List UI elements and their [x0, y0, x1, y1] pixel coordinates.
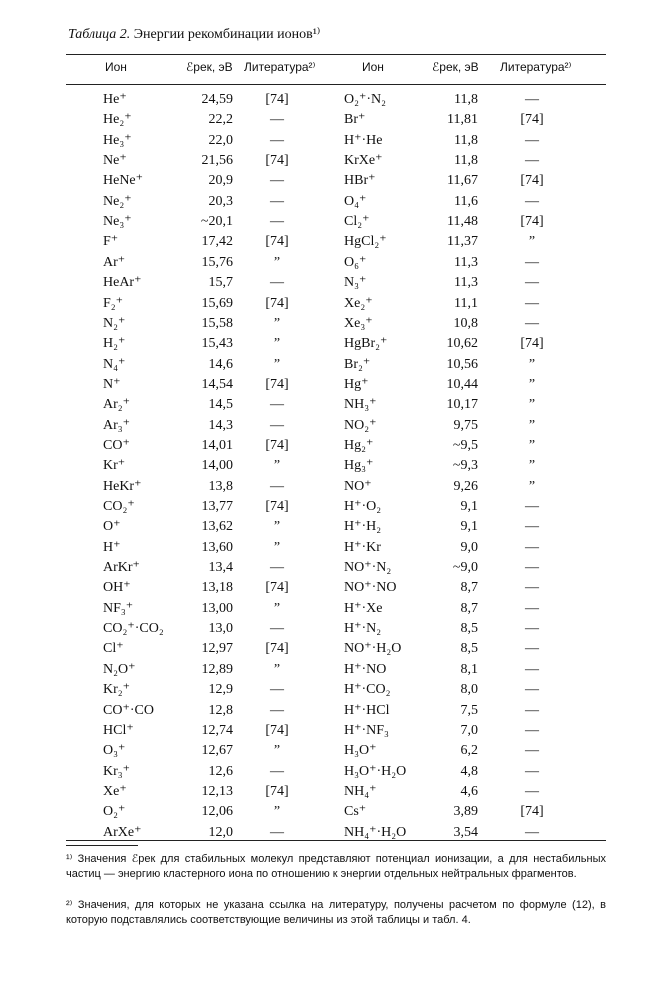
table-row [0, 599, 654, 620]
energy-cell: 24,59 [201, 92, 233, 107]
ion-cell: Cl⁺ [103, 641, 124, 657]
energy-cell: 9,1 [460, 499, 478, 514]
reference-cell: ” [528, 376, 536, 392]
reference-cell: — [270, 621, 284, 637]
ion-cell: O₂⁺ [103, 804, 126, 820]
energy-cell: 3,54 [453, 824, 478, 840]
reference-cell: — [525, 600, 539, 616]
energy-cell: 12,06 [201, 804, 233, 820]
energy-cell: 11,8 [454, 153, 478, 169]
reference-cell: — [270, 112, 284, 128]
reference-cell: ” [273, 539, 281, 555]
table-row [0, 741, 654, 762]
reference-cell: — [525, 499, 539, 514]
reference-cell: [74] [520, 804, 544, 820]
reference-cell: — [270, 397, 284, 413]
reference-cell: [74] [520, 336, 544, 352]
reference-cell: — [525, 682, 539, 698]
table-row [0, 131, 654, 152]
energy-cell: 9,1 [460, 519, 478, 535]
reference-cell: — [525, 702, 539, 718]
ion-cell: CO⁺·CO [103, 702, 154, 718]
reference-cell: ” [273, 519, 281, 535]
energy-cell: 17,42 [201, 234, 233, 250]
ion-cell: HgBr₂⁺ [344, 336, 388, 352]
footnote-2: ²⁾ Значения, для которых не указана ссылка на литературу, получены расчетом по формуле (12), в которую подставлялись соответствующие величины из этой таблицы и табл. 4. [66, 899, 606, 926]
ion-cell: H⁺·CO₂ [344, 682, 391, 698]
ion-cell: KrXe⁺ [344, 153, 383, 169]
energy-cell: 10,8 [453, 315, 478, 331]
energy-cell: 12,0 [208, 824, 233, 840]
energy-cell: 11,37 [447, 234, 478, 250]
ion-cell: He₃⁺ [103, 132, 132, 148]
energy-cell: 8,0 [460, 682, 478, 698]
ion-cell: H⁺·HCl [344, 702, 390, 718]
top-rule [66, 54, 606, 55]
reference-cell: [74] [265, 722, 289, 738]
ion-cell: H⁺ [103, 539, 121, 555]
ion-cell: Kr₂⁺ [103, 682, 131, 698]
table-row [0, 660, 654, 681]
reference-cell: — [525, 275, 539, 291]
energy-cell: 8,1 [460, 661, 478, 677]
energy-cell: ~9,0 [452, 560, 478, 576]
reference-cell: — [525, 254, 539, 270]
footnote-rule [66, 845, 138, 846]
energy-cell: 15,58 [201, 315, 233, 331]
ion-cell: Hg⁺ [344, 376, 369, 392]
energy-cell: 13,00 [201, 600, 233, 616]
reference-cell: ” [273, 804, 281, 820]
energy-cell: 12,8 [208, 702, 233, 718]
reference-cell: — [525, 783, 539, 799]
reference-cell: [74] [265, 499, 289, 514]
energy-cell: 13,62 [201, 519, 233, 535]
energy-cell: 14,01 [201, 437, 233, 453]
energy-cell: 12,9 [208, 682, 233, 698]
ion-cell: Ar₃⁺ [103, 417, 131, 433]
ion-cell: HgCl₂⁺ [344, 234, 387, 250]
table-row [0, 375, 654, 396]
table-row [0, 334, 654, 355]
reference-cell: — [525, 743, 539, 759]
energy-cell: 10,62 [446, 336, 478, 352]
table-row [0, 253, 654, 274]
table-row [0, 314, 654, 335]
reference-cell: ” [528, 437, 536, 453]
ion-cell: O⁺ [103, 519, 121, 535]
energy-cell: 11,3 [454, 275, 478, 291]
ion-cell: Br⁺ [344, 112, 366, 128]
ion-cell: N₂⁺ [103, 315, 126, 331]
reference-cell: — [270, 478, 284, 494]
energy-cell: 8,5 [460, 621, 478, 637]
reference-cell: ” [273, 254, 281, 270]
energy-cell: 4,6 [460, 783, 478, 799]
reference-cell: [74] [520, 214, 544, 230]
reference-cell: — [525, 560, 539, 576]
ion-cell: Xe₃⁺ [344, 315, 373, 331]
energy-cell: 10,44 [446, 376, 478, 392]
energy-cell: 12,74 [201, 722, 233, 738]
reference-cell: ” [528, 356, 536, 372]
energy-cell: 6,2 [460, 743, 478, 759]
reference-cell: ” [273, 315, 281, 331]
table-row [0, 456, 654, 477]
ion-cell: Xe⁺ [103, 783, 127, 799]
energy-cell: 11,67 [447, 173, 478, 189]
ion-cell: NH₃⁺ [344, 397, 377, 413]
ion-cell: H⁺·NO [344, 661, 387, 677]
table-row [0, 355, 654, 376]
energy-cell: 3,89 [453, 804, 478, 820]
reference-cell: — [525, 621, 539, 637]
ion-cell: NH₄⁺·H₂O [344, 824, 407, 840]
header-literature-left: Литература²⁾ [244, 60, 316, 74]
header-ion-left: Ион [105, 60, 127, 74]
energy-cell: 12,6 [208, 763, 233, 779]
reference-cell: [74] [265, 437, 289, 453]
reference-cell: ” [273, 336, 281, 352]
table-row [0, 578, 654, 599]
reference-cell: — [525, 641, 539, 657]
ion-cell: H⁺·Kr [344, 539, 381, 555]
energy-cell: 7,5 [460, 702, 478, 718]
table-row [0, 680, 654, 701]
energy-cell: ~9,3 [452, 458, 478, 474]
footnote-1: ¹⁾ Значения ℰрек для стабильных молекул представляют потенциал ионизации, а для нестабильных частиц — энергию кластерного иона по отношению к энергии отдельных нейтральных фрагментов. [66, 853, 606, 880]
reference-cell: — [525, 722, 539, 738]
ion-cell: H⁺·O₂ [344, 499, 382, 514]
ion-cell: F⁺ [103, 234, 119, 250]
table-row [0, 90, 654, 111]
ion-cell: O₃⁺ [103, 743, 126, 759]
reference-cell: — [525, 661, 539, 677]
table-row [0, 619, 654, 640]
bottom-rule [66, 840, 606, 841]
energy-cell: 12,13 [201, 783, 233, 799]
energy-cell: 10,17 [446, 397, 478, 413]
reference-cell: — [270, 560, 284, 576]
ion-cell: H₃O⁺ [344, 743, 377, 759]
reference-cell: [74] [265, 783, 289, 799]
reference-cell: ” [528, 397, 536, 413]
table-row [0, 762, 654, 783]
energy-cell: 8,7 [460, 580, 478, 596]
reference-cell: [74] [265, 92, 289, 107]
energy-cell: 7,0 [460, 722, 478, 738]
reference-cell: — [525, 824, 539, 840]
table-row [0, 212, 654, 233]
table-row [0, 701, 654, 722]
energy-cell: 12,97 [201, 641, 233, 657]
energy-cell: 14,6 [208, 356, 233, 372]
reference-cell: — [525, 539, 539, 555]
ion-cell: NO⁺ [344, 478, 372, 494]
ion-cell: Ar⁺ [103, 254, 126, 270]
table-row [0, 395, 654, 416]
table-row [0, 802, 654, 823]
ion-cell: CO₂⁺ [103, 499, 135, 514]
ion-cell: Kr⁺ [103, 458, 126, 474]
header-energy-right: ℰрек, эВ [432, 60, 479, 74]
table-row [0, 538, 654, 559]
energy-cell: 11,81 [447, 112, 478, 128]
caption-label: Таблица 2. [68, 27, 131, 42]
ion-cell: HBr⁺ [344, 173, 376, 189]
energy-cell: 22,2 [208, 112, 233, 128]
reference-cell: ” [528, 234, 536, 250]
reference-cell: ” [273, 743, 281, 759]
reference-cell: — [270, 763, 284, 779]
table-row [0, 171, 654, 192]
reference-cell: [74] [520, 112, 544, 128]
reference-cell: — [270, 702, 284, 718]
reference-cell: — [525, 92, 539, 107]
reference-cell: — [525, 132, 539, 148]
ion-cell: NO⁺·N₂ [344, 560, 392, 576]
reference-cell: — [525, 153, 539, 169]
reference-cell: — [525, 295, 539, 311]
energy-cell: 20,9 [208, 173, 233, 189]
reference-cell: [74] [265, 641, 289, 657]
table-row [0, 232, 654, 253]
energy-cell: 14,5 [208, 397, 233, 413]
reference-cell: ” [273, 600, 281, 616]
ion-cell: Cl₂⁺ [344, 214, 370, 230]
energy-cell: 14,3 [208, 417, 233, 433]
ion-cell: ArXe⁺ [103, 824, 142, 840]
reference-cell: — [270, 417, 284, 433]
caption-title: Энергии рекомбинации ионов¹⁾ [133, 27, 321, 42]
reference-cell: — [270, 193, 284, 209]
energy-cell: 13,18 [201, 580, 233, 596]
energy-cell: 11,3 [454, 254, 478, 270]
ion-cell: Ne₃⁺ [103, 214, 132, 230]
energy-cell: 9,0 [460, 539, 478, 555]
ion-cell: H₃O⁺·H₂O [344, 763, 407, 779]
table-row [0, 558, 654, 579]
table-row [0, 436, 654, 457]
ion-cell: H₂⁺ [103, 336, 126, 352]
header-literature-right: Литература²⁾ [500, 60, 572, 74]
reference-cell: — [270, 132, 284, 148]
energy-cell: 10,56 [446, 356, 478, 372]
reference-cell: ” [528, 458, 536, 474]
ion-cell: HeNe⁺ [103, 173, 144, 189]
ion-cell: He₂⁺ [103, 112, 132, 128]
table-row [0, 192, 654, 213]
table-row [0, 273, 654, 294]
header-energy-left: ℰрек, эВ [186, 60, 233, 74]
ion-cell: Xe₂⁺ [344, 295, 373, 311]
energy-cell: 13,4 [208, 560, 233, 576]
table-row [0, 782, 654, 803]
table-row [0, 110, 654, 131]
energy-cell: 13,0 [208, 621, 233, 637]
ion-cell: HeKr⁺ [103, 478, 142, 494]
energy-cell: 21,56 [201, 153, 233, 169]
reference-cell: ” [273, 458, 281, 474]
energy-cell: 20,3 [208, 193, 233, 209]
reference-cell: — [525, 193, 539, 209]
reference-cell: [74] [520, 173, 544, 189]
ion-cell: HCl⁺ [103, 722, 134, 738]
ion-cell: CO⁺ [103, 437, 130, 453]
energy-cell: 14,54 [201, 376, 233, 392]
ion-cell: N₄⁺ [103, 356, 126, 372]
energy-cell: 11,8 [454, 92, 478, 107]
energy-cell: 14,00 [201, 458, 233, 474]
table-row [0, 721, 654, 742]
ion-cell: Hg₃⁺ [344, 458, 374, 474]
reference-cell: — [525, 519, 539, 535]
energy-cell: 9,26 [453, 478, 478, 494]
ion-cell: Kr₃⁺ [103, 763, 131, 779]
table-row [0, 497, 654, 518]
reference-cell: ” [528, 478, 536, 494]
energy-cell: 13,77 [201, 499, 233, 514]
reference-cell: [74] [265, 376, 289, 392]
energy-cell: 11,6 [454, 193, 478, 209]
table-row [0, 416, 654, 437]
reference-cell: [74] [265, 234, 289, 250]
table-row [0, 517, 654, 538]
ion-cell: O₆⁺ [344, 254, 367, 270]
reference-cell: [74] [265, 295, 289, 311]
ion-cell: Hg₂⁺ [344, 437, 374, 453]
header-rule [66, 84, 606, 85]
energy-cell: 15,76 [201, 254, 233, 270]
reference-cell: [74] [265, 153, 289, 169]
ion-cell: N₃⁺ [344, 275, 367, 291]
energy-cell: 4,8 [460, 763, 478, 779]
ion-cell: Br₂⁺ [344, 356, 371, 372]
energy-cell: 11,1 [454, 295, 478, 311]
ion-cell: O₂⁺·N₂ [344, 92, 387, 107]
table-row [0, 151, 654, 172]
energy-cell: 13,8 [208, 478, 233, 494]
reference-cell: — [270, 275, 284, 291]
header-ion-right: Ион [362, 60, 384, 74]
ion-cell: NO₂⁺ [344, 417, 377, 433]
energy-cell: 11,48 [447, 214, 478, 230]
reference-cell: ” [528, 417, 536, 433]
ion-cell: H⁺·NF₃ [344, 722, 389, 738]
reference-cell: [74] [265, 580, 289, 596]
ion-cell: N₂O⁺ [103, 661, 136, 677]
reference-cell: ” [273, 356, 281, 372]
ion-cell: NF₃⁺ [103, 600, 134, 616]
energy-cell: 15,7 [208, 275, 233, 291]
energy-cell: ~9,5 [452, 437, 478, 453]
energy-cell: 22,0 [208, 132, 233, 148]
reference-cell: — [270, 214, 284, 230]
ion-cell: ArKr⁺ [103, 560, 140, 576]
energy-cell: 8,7 [460, 600, 478, 616]
ion-cell: N⁺ [103, 376, 121, 392]
energy-cell: 12,67 [201, 743, 233, 759]
energy-cell: 11,8 [454, 132, 478, 148]
table-row [0, 639, 654, 660]
ion-cell: Ne⁺ [103, 153, 127, 169]
ion-cell: O₄⁺ [344, 193, 367, 209]
ion-cell: Cs⁺ [344, 804, 367, 820]
energy-cell: 13,60 [201, 539, 233, 555]
energy-cell: 12,89 [201, 661, 233, 677]
reference-cell: — [525, 763, 539, 779]
ion-cell: H⁺·Xe [344, 600, 383, 616]
reference-cell: ” [273, 661, 281, 677]
reference-cell: — [270, 173, 284, 189]
table-caption [68, 26, 320, 43]
ion-cell: NO⁺·NO [344, 580, 397, 596]
energy-cell: 15,69 [201, 295, 233, 311]
ion-cell: H⁺·H₂ [344, 519, 382, 535]
ion-cell: CO₂⁺·CO₂ [103, 621, 164, 637]
ion-cell: Ne₂⁺ [103, 193, 132, 209]
energy-cell: 15,43 [201, 336, 233, 352]
ion-cell: H⁺·N₂ [344, 621, 382, 637]
energy-cell: ~20,1 [200, 214, 233, 230]
energy-cell: 8,5 [460, 641, 478, 657]
reference-cell: — [270, 824, 284, 840]
ion-cell: OH⁺ [103, 580, 131, 596]
table-row [0, 294, 654, 315]
table-row [0, 477, 654, 498]
ion-cell: NO⁺·H₂O [344, 641, 402, 657]
energy-cell: 9,75 [453, 417, 478, 433]
reference-cell: — [525, 315, 539, 331]
reference-cell: — [525, 580, 539, 596]
ion-cell: Ar₂⁺ [103, 397, 131, 413]
ion-cell: HeAr⁺ [103, 275, 142, 291]
ion-cell: F₂⁺ [103, 295, 124, 311]
reference-cell: — [270, 682, 284, 698]
ion-cell: H⁺·He [344, 132, 383, 148]
ion-cell: He⁺ [103, 92, 127, 107]
ion-cell: NH₄⁺ [344, 783, 377, 799]
